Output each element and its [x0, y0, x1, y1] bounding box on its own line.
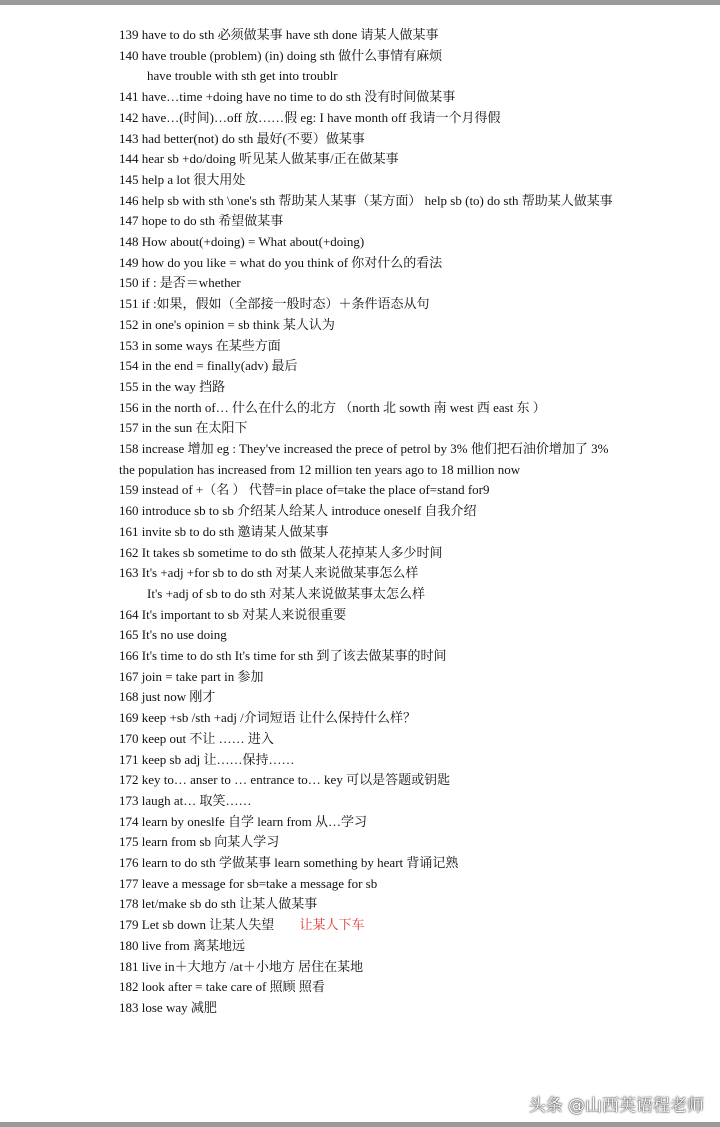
top-border — [0, 0, 720, 5]
list-item: 142 have…(时间)…off 放……假 eg: I have month off 我请一个月得假 — [119, 109, 501, 125]
list-item: the population has increased from 12 million ten years ago to 18 million now — [119, 461, 521, 477]
list-item: 162 It takes sb sometime to do sth 做某人花掉某人多少时间 — [119, 544, 443, 560]
list-item: 174 learn by oneslfe 自学 learn from 从…学习 — [119, 813, 368, 829]
list-item: 183 lose way 减肥 — [119, 999, 217, 1015]
list-item: It's +adj of sb to do sth 对某人来说做某事太怎么样 — [147, 585, 425, 601]
bottom-border — [0, 1122, 720, 1127]
list-item-text: 179 Let sb down 让某人失望 — [119, 917, 275, 933]
list-item: have trouble with sth get into troublr — [147, 68, 338, 84]
list-item: 146 help sb with sth \one's sth 帮助某人某事（某方面） help sb (to) do sth 帮助某人做某事 — [119, 192, 613, 208]
list-item: 155 in the way 挡路 — [119, 378, 226, 394]
list-item — [119, 915, 365, 935]
list-item: 139 have to do sth 必须做某事 have sth done 请某人做某事 — [119, 27, 439, 42]
list-item: 148 How about(+doing) = What about(+doing) — [119, 234, 365, 249]
list-item: 150 if : 是否＝whether — [119, 275, 241, 291]
list-item: 147 hope to do sth 希望做某事 — [119, 213, 284, 229]
list-item: 159 instead of +（名 ） 代替=in place of=take the place of=stand for9 — [119, 482, 490, 498]
list-item: 144 hear sb +do/doing 听见某人做某事/正在做某事 — [119, 151, 399, 167]
list-item: 171 keep sb adj 让……保持…… — [119, 751, 295, 767]
list-item: 151 if :如果，假如（全部接一般时态）＋条件语态从句 — [119, 296, 430, 312]
list-item: 167 join = take part in 参加 — [119, 668, 264, 684]
list-item: 161 invite sb to do sth 邀请某人做某事 — [119, 523, 329, 539]
list-item: 173 laugh at… 取笑…… — [119, 792, 252, 808]
list-item: 140 have trouble (problem) (in) doing sth 做什么事情有麻烦 — [119, 47, 443, 63]
list-item: 180 live from 离某地远 — [119, 937, 246, 953]
list-item: 164 It's important to sb 对某人来说很重要 — [119, 606, 347, 622]
list-item: 168 just now 刚才 — [119, 689, 216, 705]
list-item: 141 have…time +doing have no time to do sth 没有时间做某事 — [119, 89, 456, 105]
list-item: 181 live in＋大地方 /at＋小地方 居住在某地 — [119, 958, 364, 974]
list-item: 165 It's no use doing — [119, 627, 227, 643]
list-item: 169 keep +sb /sth +adj /介词短语 让什么保持什么样？ — [119, 710, 417, 726]
list-item: 158 increase 增加 eg : They've increased the prece of petrol by 3% 他们把石油价增加了 3% — [119, 441, 609, 456]
list-item: 156 in the north of… 什么在什么的北方 （north 北 sowth 南 west 西 east 东 ） — [119, 399, 546, 415]
list-item: 177 leave a message for sb=take a message for sb — [119, 875, 378, 891]
list-item: 175 learn from sb 向某人学习 — [119, 834, 280, 850]
list-item: 157 in the sun 在太阳下 — [119, 420, 248, 436]
list-item: 170 keep out 不让 …… 进入 — [119, 730, 274, 746]
list-item: 154 in the end = finally(adv) 最后 — [119, 358, 298, 374]
list-item: 149 how do you like = what do you think of 你对什么的看法 — [119, 254, 443, 270]
list-item: 182 look after = take care of 照顾 照看 — [119, 979, 325, 995]
list-item: 153 in some ways 在某些方面 — [119, 337, 281, 353]
list-item: 143 had better(not) do sth 最好(不要）做某事 — [119, 130, 365, 146]
list-item: 166 It's time to do sth It's time for sth 到了该去做某事的时间 — [119, 648, 447, 663]
list-item: 145 help a lot 很大用处 — [119, 171, 246, 187]
list-item: 172 key to… anser to … entrance to… key 可以是答题或钥匙 — [119, 772, 451, 788]
list-item: 160 introduce sb to sb 介绍某人给某人 introduce oneself 自我介绍 — [119, 503, 477, 519]
highlighted-note: 让某人下车 — [299, 917, 365, 933]
author-watermark: 头条 @山西英语程老师 — [528, 1096, 704, 1116]
list-item: 178 let/make sb do sth 让某人做某事 — [119, 896, 318, 912]
list-item: 152 in one's opinion = sb think 某人认为 — [119, 316, 335, 332]
list-item: 176 learn to do sth 学做某事 learn something by heart 背诵记熟 — [119, 855, 459, 870]
list-item: 163 It's +adj +for sb to do sth 对某人来说做某事怎么样 — [119, 565, 419, 581]
